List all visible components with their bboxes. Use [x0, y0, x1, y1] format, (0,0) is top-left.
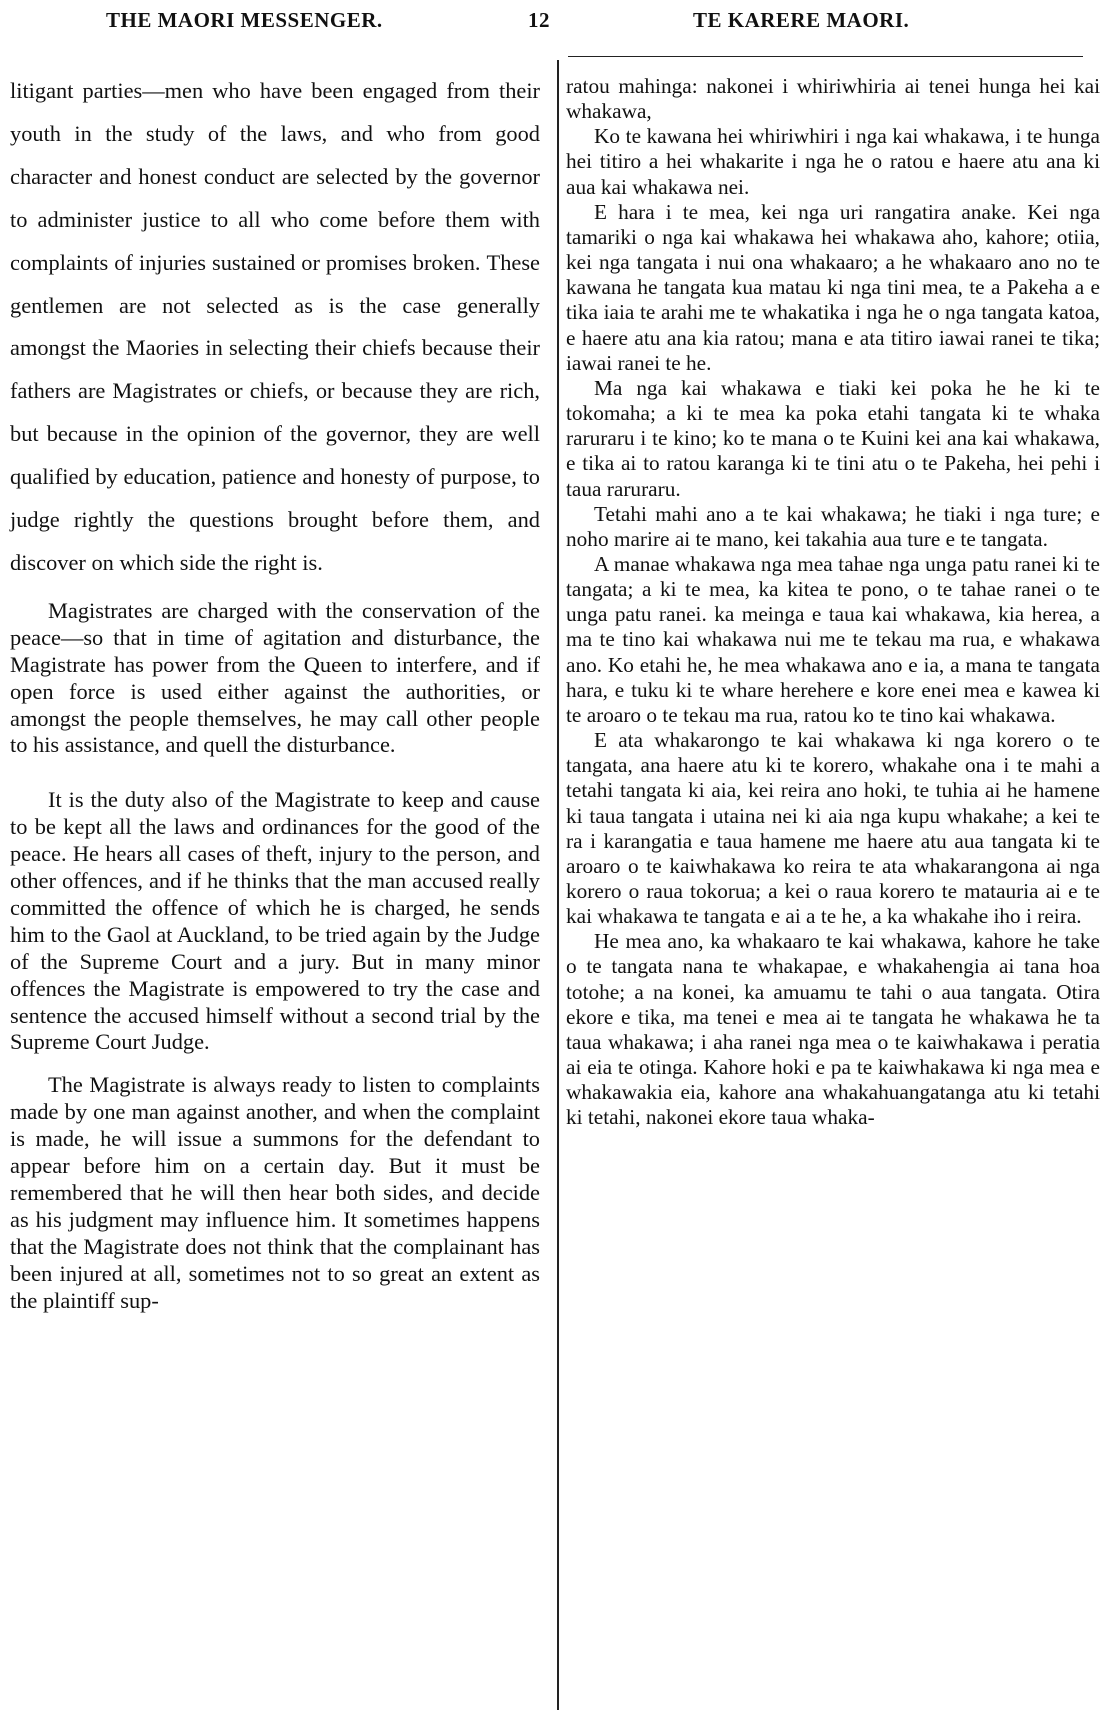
maori-paragraph: Tetahi mahi ano a te kai whakawa; he tiaki i nga ture; e noho marire ai te mano, kei takahia aua ture e te tangata.	[566, 501, 1100, 551]
maori-paragraph: E hara i te mea, kei nga uri rangatira anake. Kei nga tamariki o nga kai whakawa hei whakawa aho, kahore; otiia, kei nga tangata i nui ona whakaaro; a he whakaaro ano no te kawana he tangata kua matau ki nga tini mea, te a Pakeha a e tika iaia te arahi me te whakatika i nga he o nga tangata katoa, e haere atu ana kia ratou; mana e ata titiro iawai ranei te tika; iawai ranei te he.	[566, 199, 1100, 375]
column-divider	[557, 60, 559, 1710]
page-header	[0, 8, 1114, 44]
maori-masthead: TE KARERE MAORI.	[693, 8, 910, 32]
english-paragraph	[10, 70, 540, 585]
page-number: 12	[528, 8, 550, 32]
english-paragraph: It is the duty also of the Magistrate to keep and cause to be kept all the laws and ordinances for the good of the peace. He hears all cases of theft, injury to the person, and other offences, and if he thinks that the man accused really committed the offence of which he is charged, he sends him to the Gaol at Auckland, to be tried again by the Judge of the Supreme Court and a jury. But in many minor offences the Magistrate is empowered to try the case and sentence the accused himself without a second trial by the Supreme Court Judge.	[10, 787, 540, 1055]
maori-paragraph: Ko te kawana hei whiriwhiri i nga kai whakawa, i te hunga hei titiro a hei whakarite i nga he o ratou e haere atu ana ki aua kai whakawa nei.	[566, 124, 1100, 199]
english-text: These gentlemen are not selected as is the case generally amongst the Maories in selecting their chiefs because their fathers are Magistrates or chiefs, or because they are rich, but because in the opinion of the governor, they are well qualified by education, patience and honesty of purpose, to judge rightly the questions brought before them, and discover on which side the right is.	[10, 249, 540, 575]
english-column	[10, 70, 540, 1315]
maori-paragraph: Ma nga kai whakawa e tiaki kei poka he he ki te tokomaha; a ki te mea ka poka etahi tangata ki te whaka raruraru i te kino; ko te mana o te Kuini kei ana kai whakawa, e tika ai to ratou karanga ki te tini atu o te Pakeha, hei pehi i taua raruraru.	[566, 375, 1100, 501]
english-paragraph: The Magistrate is always ready to listen to complaints made by one man against another, and when the complaint is made, he will issue a summons for the defendant to appear before him on a certain day. But it must be remembered that he will then hear both sides, and decide as his judgment may influence him. It sometimes happens that the Magistrate does not think that the complainant has been injured at all, sometimes not to so great an extent as the plaintiff sup-	[10, 1072, 540, 1313]
english-text: litigant parties—men who have been engaged from their youth in the study of the laws, and who from good character and honest conduct are selected by the governor to administer justice to all who come before them with complaints of injuries sustained or promises broken.	[10, 78, 540, 275]
english-masthead: THE MAORI MESSENGER.	[106, 8, 383, 32]
maori-paragraph: ratou mahinga: nakonei i whiriwhiria ai tenei hunga hei kai whakawa,	[566, 74, 1100, 124]
header-rule	[568, 56, 1083, 57]
maori-paragraph: He mea ano, ka whakaaro te kai whakawa, kahore he take o te tangata nana te whakapae, e whakahengia ai tana hoa totohe; a na konei, ka amuamu te tahi o aua tangata. Otira ekore e tika, ma tenei e mea ai te tangata he whakawa he ta taua whakawa; i aha ranei nga mea o te kaiwhakawa i peratia ai eia te otinga. Kahore hoki e pa te kaiwhakawa ki nga mea e whakawakia eia, kahore ana whakahuangatanga atu ki tetahi ki tetahi, nakonei ekore taua whaka-	[566, 929, 1100, 1130]
english-paragraph: Magistrates are charged with the conservation of the peace—so that in time of agitation and disturbance, the Magistrate has power from the Queen to interfere, and if open force is used either against the authorities, or amongst the people themselves, he may call other people to his assistance, and quell the disturbance.	[10, 597, 540, 758]
maori-column	[566, 74, 1100, 1131]
maori-paragraph: E ata whakarongo te kai whakawa ki nga korero o te tangata, ana haere atu ki te korero, whakahe ona i te mahi a tetahi tangata ki aia, kei reira ano hoki, te tuhia ai he hamene ki taua tangata i utaina nei ki aia nga kupu whakahe; a kei te ra i karangatia e taua hamene me haere atu aua tangata ki te aroaro o te kaiwhakawa ko reira te ata whakarangona ai nga korero o raua tokorua; a kei o raua korero te matauria ai e te kai whakawa te tangata e ai a te he, a ka whakahe iho i reira.	[566, 728, 1100, 929]
maori-paragraph: A manae whakawa nga mea tahae nga unga patu ranei ki te tangata; a ki te mea, ka kitea te pono, o te tahae ranei o te unga patu ranei. ka meinga e taua kai whakawa, kia herea, a ma te tino kai whakawa nui me te tekau ma rua, e whakawa ano. Ko etahi he, he mea whakawa ano e ia, a mana te tangata hara, e tuku ki te whare herehere e kore enei mea e kawea ki te aroaro o te tekau ma rua, ratou ko te tino kai whakawa.	[566, 551, 1100, 727]
